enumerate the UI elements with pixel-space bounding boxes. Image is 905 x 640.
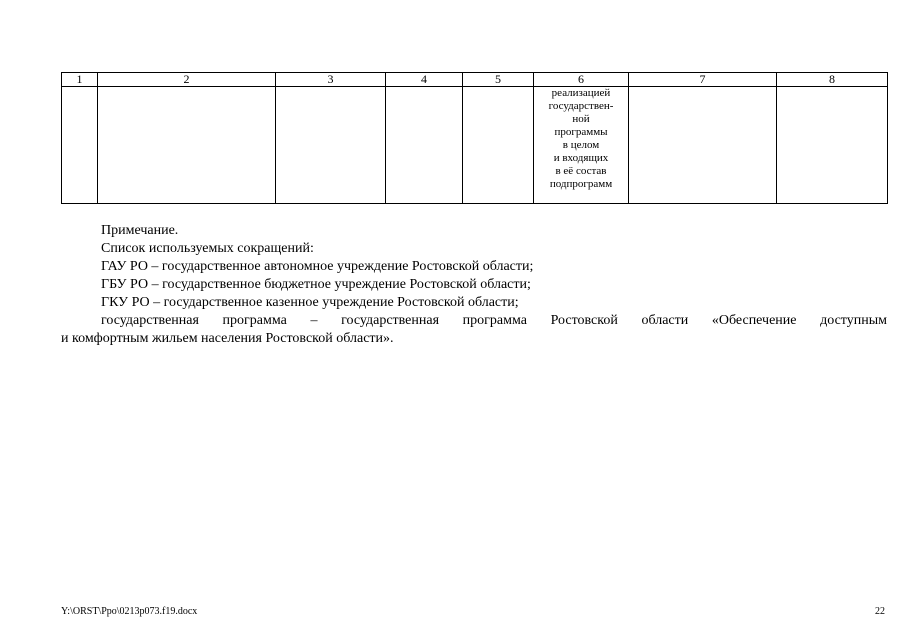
table-cell — [629, 87, 777, 204]
table-cell — [534, 87, 629, 204]
cell-text-line: государствен- — [548, 100, 614, 112]
column-header: 3 — [276, 73, 386, 87]
table-cell — [62, 87, 98, 204]
column-header: 7 — [629, 73, 777, 87]
cell-text-line: ной — [572, 113, 590, 125]
table-row — [62, 87, 888, 204]
abbreviation-item: ГАУ РО – государственное автономное учреждение Ростовской области; — [101, 259, 534, 274]
cell-text-line: программы — [554, 126, 608, 138]
table-cell — [386, 87, 463, 204]
abbreviation-item: ГБУ РО – государственное бюджетное учреждение Ростовской области; — [101, 277, 531, 292]
column-header: 8 — [777, 73, 888, 87]
column-header: 4 — [386, 73, 463, 87]
data-table — [61, 72, 888, 204]
column-header: 5 — [463, 73, 534, 87]
footer-file-path: Y:\ORST\Ppo\0213p073.f19.docx — [61, 606, 198, 617]
abbreviation-item: ГКУ РО – государственное казенное учреждение Ростовской области; — [101, 295, 519, 310]
notes-section — [61, 222, 887, 348]
cell-text-line: подпрограмм — [549, 178, 613, 190]
page-number: 22 — [875, 606, 885, 617]
abbreviation-item-line: и комфортным жильем населения Ростовской области». — [61, 331, 394, 346]
cell-text-line: и входящих — [553, 152, 609, 164]
column-header: 1 — [62, 73, 98, 87]
column-header: 2 — [98, 73, 276, 87]
cell-text-line: в целом — [562, 139, 600, 151]
table-cell — [463, 87, 534, 204]
notes-heading: Примечание. — [101, 223, 179, 238]
table-cell — [276, 87, 386, 204]
cell-text-line: в её состав — [555, 165, 607, 177]
table-cell — [98, 87, 276, 204]
column-header: 6 — [534, 73, 629, 87]
cell-text-line: реализацией — [551, 87, 611, 99]
abbreviations-title: Список используемых сокращений: — [101, 241, 314, 256]
abbreviation-item-line: государственная программа – государственная программа Ростовской области «Обеспечение доступным — [101, 313, 887, 328]
table-header-row — [62, 73, 888, 87]
table-cell — [777, 87, 888, 204]
